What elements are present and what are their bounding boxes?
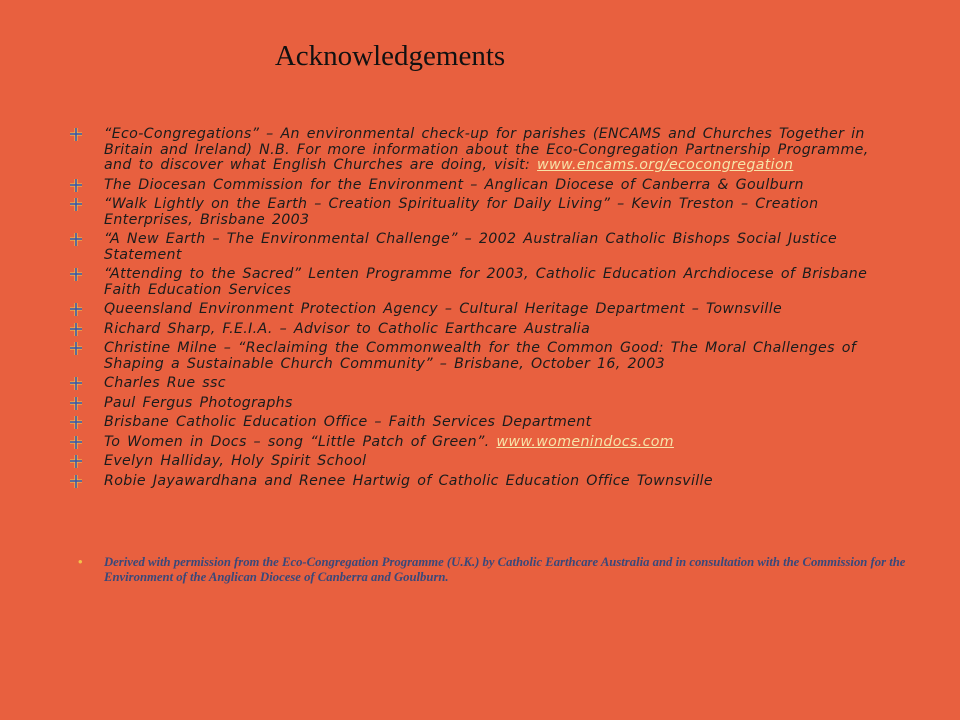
cross-bullet-icon [70,342,82,355]
cross-bullet-icon [70,268,82,281]
item-text: Paul Fergus Photographs [104,394,293,411]
dot-bullet-icon: • [78,554,83,569]
item-text: “A New Earth – The Environmental Challenge” – 2002 Australian Catholic Bishops Social Justice Statement [104,231,838,263]
list-item [70,396,870,412]
list-item [70,232,870,263]
womenindocs-link[interactable]: www.womenindocs.com [496,433,674,450]
item-text: Robie Jayawardhana and Renee Hartwig of Catholic Education Office Townsville [104,472,713,489]
permission-note [78,555,924,584]
cross-bullet-icon [70,233,82,246]
item-text: To Women in Docs – song “Little Patch of Green”. [104,433,490,450]
acknowledgement-list [70,127,870,493]
note-item [78,554,924,584]
item-text: The Diocesan Commission for the Environment – Anglican Diocese of Canberra & Goulburn [104,176,804,193]
cross-bullet-icon [70,416,82,429]
item-text: “Eco-Congregations” – An environmental check-up for parishes (ENCAMS and Churches Together in Britain and Ireland) N.B. For more information about the Eco-Congregation Partnership Programme, and to discover what English Churches are doing, visit: [104,126,869,173]
item-text: “Attending to the Sacred” Lenten Programme for 2003, Catholic Education Archdiocese of Brisbane Faith Education Services [104,266,868,298]
item-text: Queensland Environment Protection Agency – Cultural Heritage Department – Townsville [104,301,783,317]
note-text: Derived with permission from the Eco-Congregation Programme (U.K.) by Catholic Earthcare Australia and in consultation with the Commission for the Environment of the Anglican Diocese of Canberra and Goulburn. [104,555,906,584]
cross-bullet-icon [70,198,82,211]
list-item [70,454,870,470]
list-item [70,376,870,392]
cross-bullet-icon [70,436,82,449]
list-item [70,474,870,490]
item-text: Richard Sharp, F.E.I.A. – Advisor to Catholic Earthcare Australia [104,320,591,337]
page-title: Acknowledgements [274,40,506,72]
item-text: “Walk Lightly on the Earth – Creation Spirituality for Daily Living” – Kevin Treston – Creation Enterprises, Brisbane 2003 [104,196,819,228]
cross-bullet-icon [70,475,82,488]
cross-bullet-icon [70,323,82,336]
list-item [70,415,870,431]
cross-bullet-icon [70,455,82,468]
list-item [70,197,870,228]
item-text: Charles Rue ssc [104,375,226,391]
item-text: Christine Milne – “Reclaiming the Commonwealth for the Common Good: The Moral Challenges of Shaping a Sustainable Church Community” – Brisbane, October 16, 2003 [104,340,857,372]
cross-bullet-icon [70,179,82,192]
list-item [70,267,870,298]
cross-bullet-icon [70,377,82,390]
list-item [70,435,870,451]
item-text: Brisbane Catholic Education Office – Faith Services Department [104,414,592,430]
cross-bullet-icon [70,397,82,410]
list-item [70,322,870,338]
list-item [70,178,870,194]
list-item [70,341,870,372]
cross-bullet-icon [70,303,82,316]
list-item [70,127,870,174]
encams-link[interactable]: www.encams.org/ecocongregation [537,157,794,173]
list-item [70,302,870,318]
cross-bullet-icon [70,128,82,141]
item-text: Evelyn Halliday, Holy Spirit School [104,453,367,469]
